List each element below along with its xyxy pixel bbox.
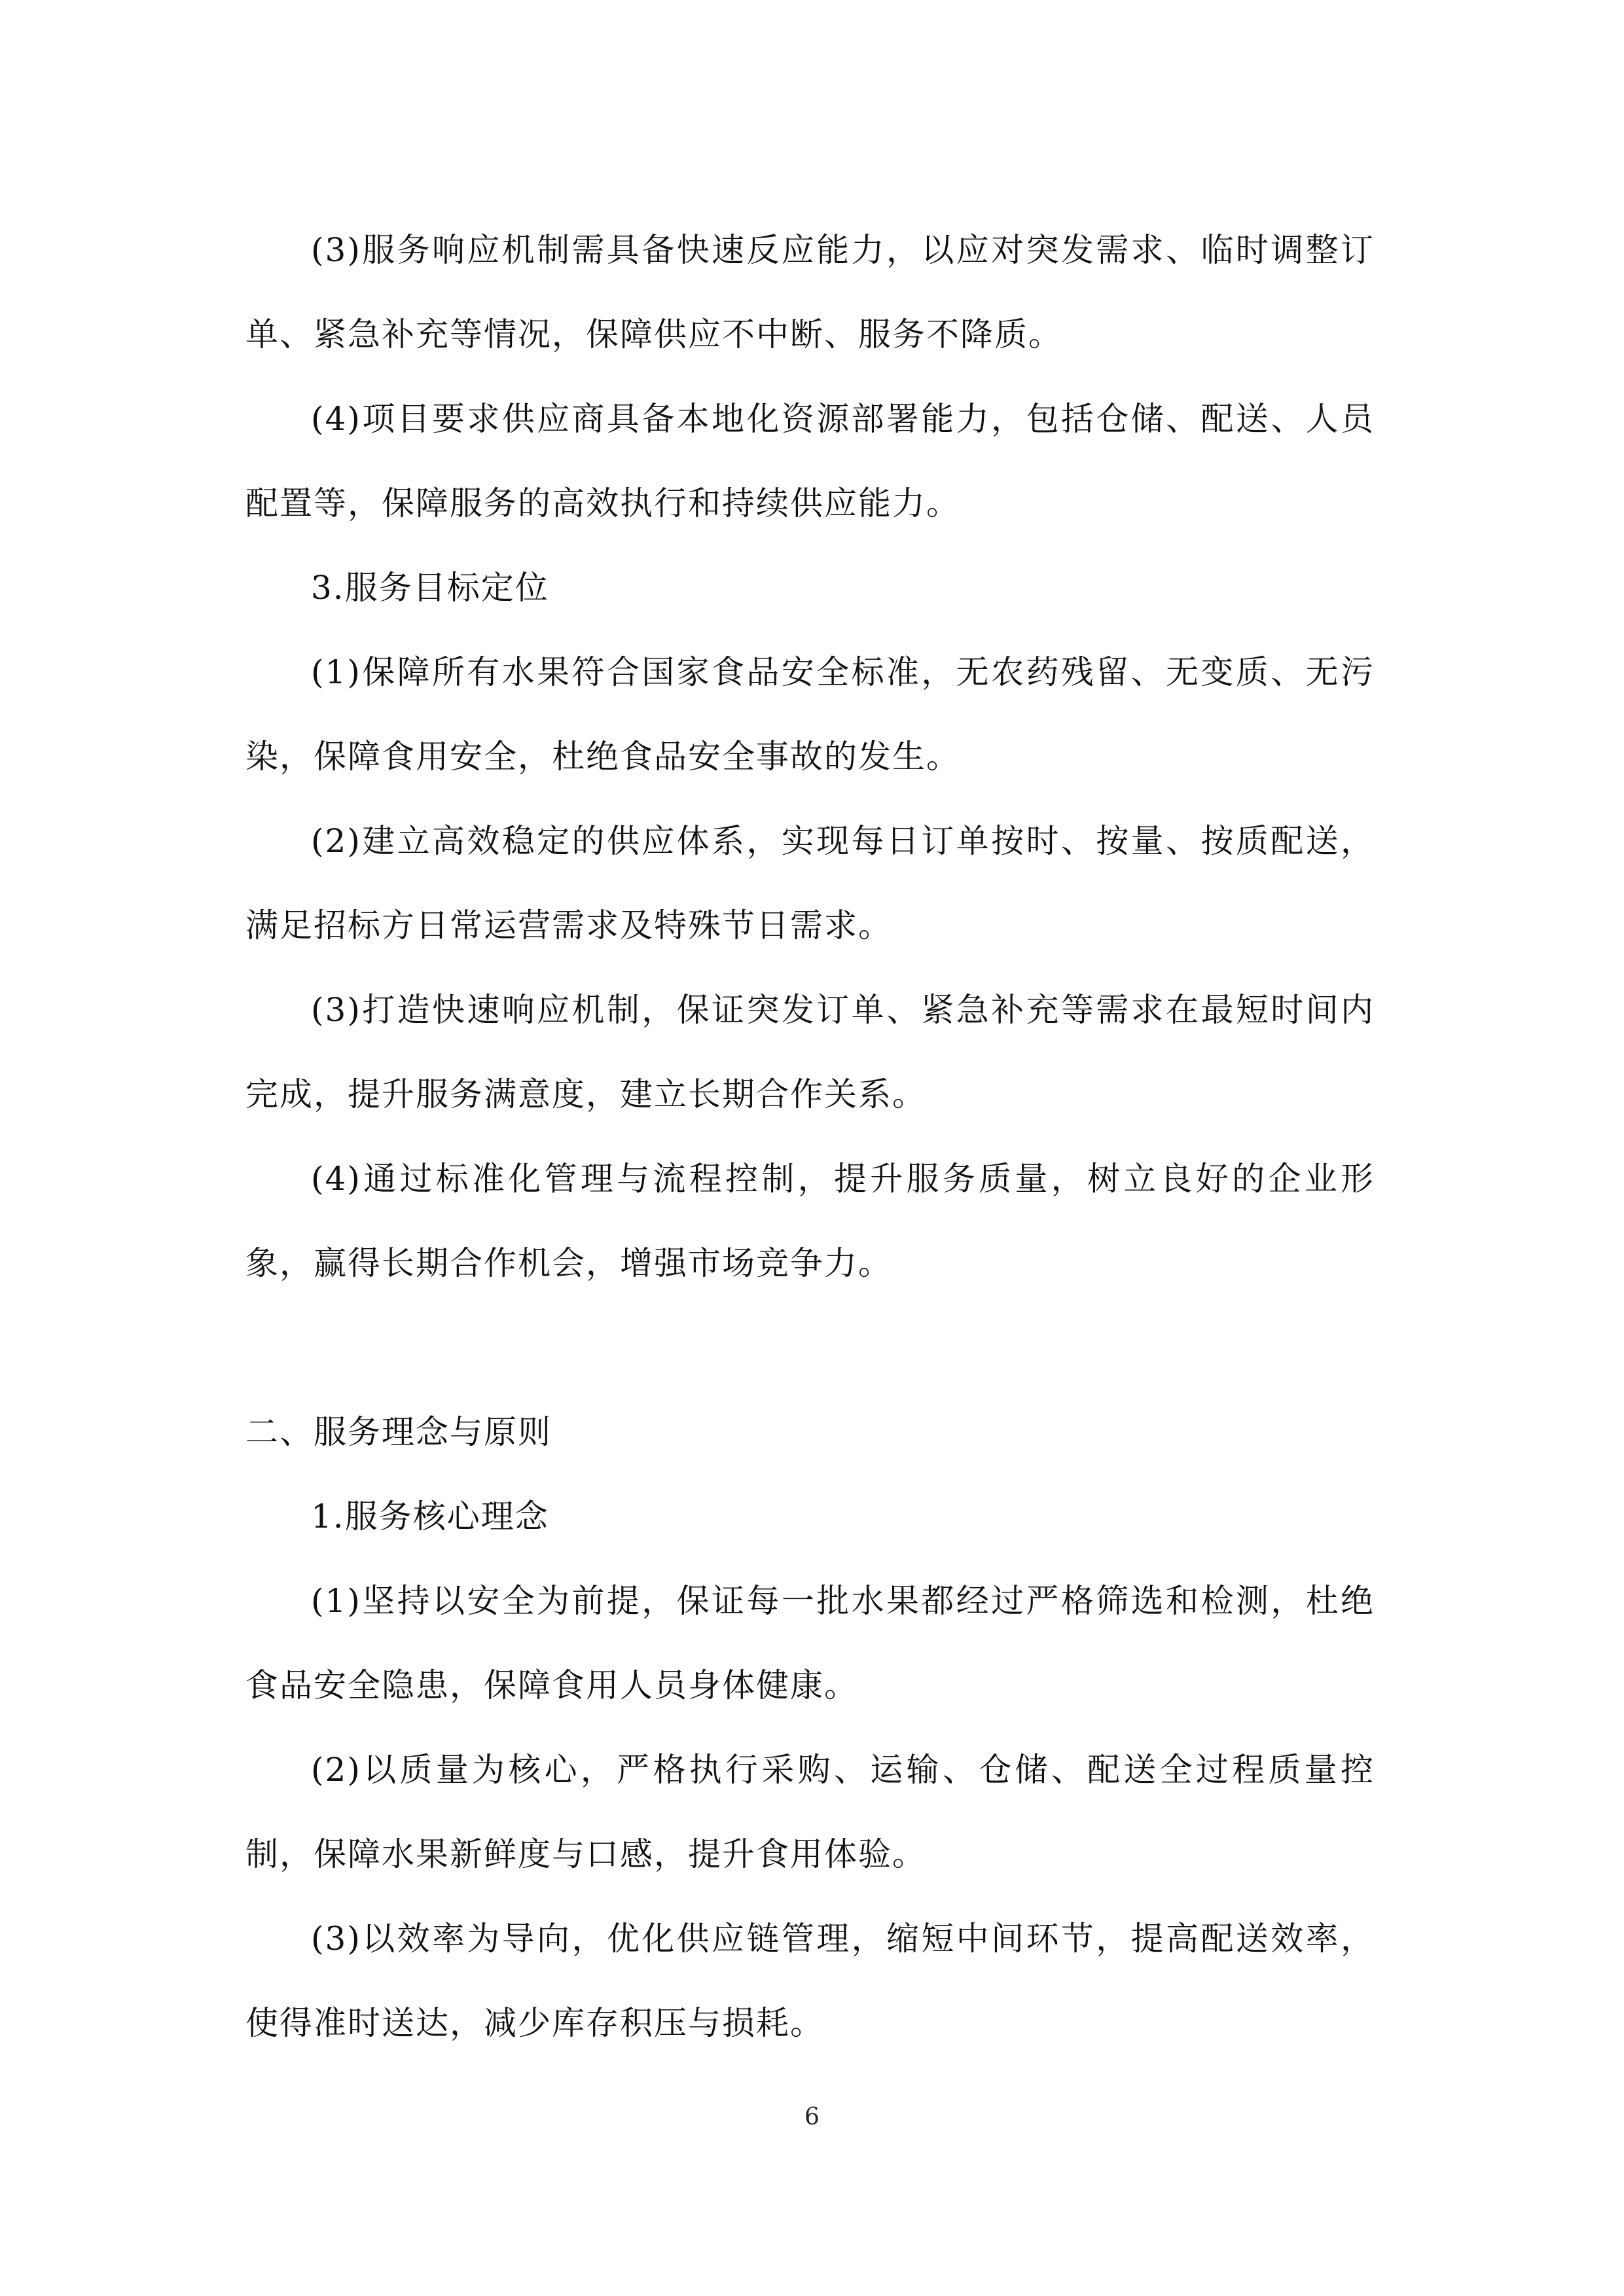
- paragraph: (3)打造快速响应机制，保证突发订单、紧急补充等需求在最短时间内完成，提升服务满意度，建立长期合作关系。: [245, 991, 1375, 1113]
- subsection-heading: 3.服务目标定位: [311, 569, 549, 607]
- paragraph: (1)保障所有水果符合国家食品安全标准，无农药残留、无变质、无污染，保障食用安全，杜绝食品安全事故的发生。: [245, 653, 1375, 776]
- subsection-heading: 1.服务核心理念: [311, 1498, 549, 1535]
- document-body: [245, 208, 1375, 2066]
- paragraph: (1)坚持以安全为前提，保证每一批水果都经过严格筛选和检测，杜绝食品安全隐患，保障食用人员身体健康。: [245, 1582, 1375, 1704]
- section-heading: 二、服务理念与原则: [245, 1413, 552, 1451]
- page-number: 6: [804, 2104, 820, 2130]
- paragraph: (3)以效率为导向，优化供应链管理，缩短中间环节，提高配送效率，使得准时送达，减少库存积压与损耗。: [245, 1920, 1375, 2042]
- paragraph: (4)项目要求供应商具备本地化资源部署能力，包括仓储、配送、人员配置等，保障服务的高效执行和持续供应能力。: [245, 400, 1375, 522]
- paragraph: (3)服务响应机制需具备快速反应能力，以应对突发需求、临时调整订单、紧急补充等情况，保障供应不中断、服务不降质。: [245, 231, 1375, 353]
- paragraph: (2)建立高效稳定的供应体系，实现每日订单按时、按量、按质配送，满足招标方日常运营需求及特殊节日需求。: [245, 822, 1375, 944]
- paragraph: (4)通过标准化管理与流程控制，提升服务质量，树立良好的企业形象，赢得长期合作机会，增强市场竞争力。: [245, 1160, 1375, 1282]
- section-spacer: [245, 1306, 1375, 1390]
- paragraph: (2)以质量为核心，严格执行采购、运输、仓储、配送全过程质量控制，保障水果新鲜度与口感，提升食用体验。: [245, 1751, 1375, 1873]
